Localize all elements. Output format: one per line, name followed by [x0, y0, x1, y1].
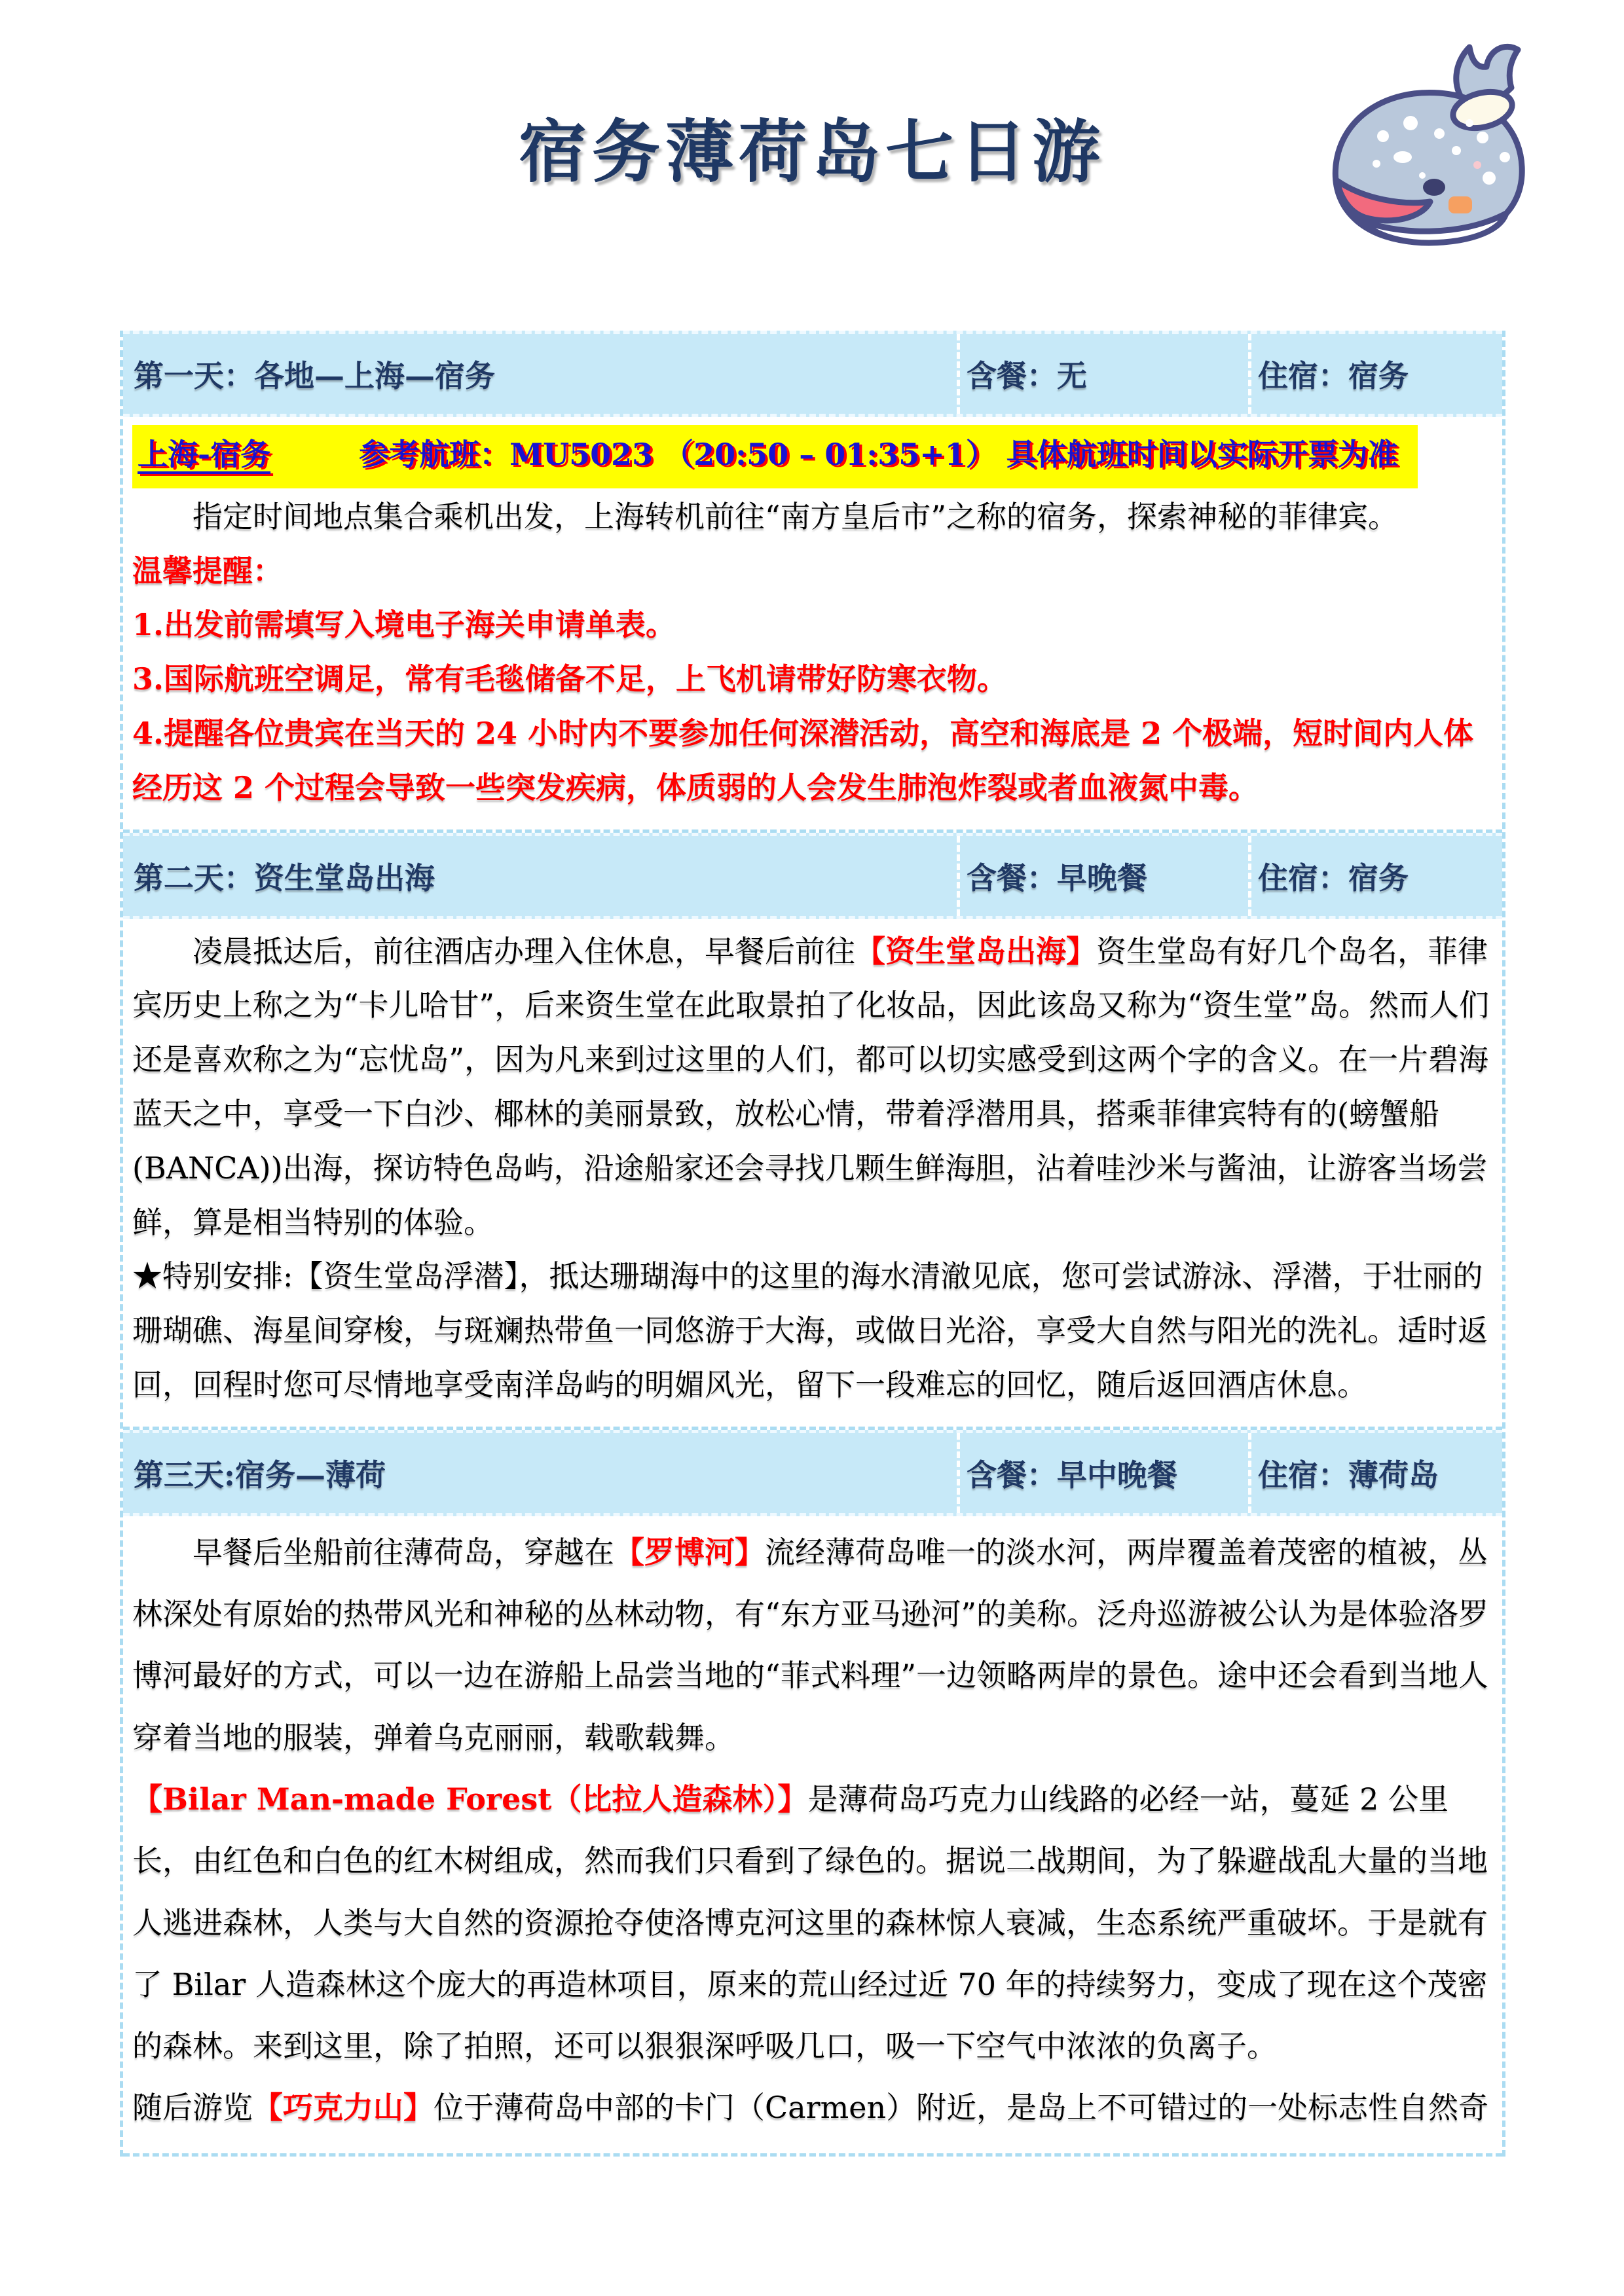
day3-stay: 住宿：薄荷岛	[1248, 1433, 1502, 1513]
day2-body	[123, 919, 1502, 1430]
special-arrangement-label: ★特别安排:【资生堂岛浮潜】	[132, 1258, 519, 1294]
day1-header-row	[123, 331, 1502, 417]
notice-title: 温馨提醒：	[132, 553, 283, 589]
itinerary-table	[120, 331, 1505, 2157]
chocolate-hills-highlight: 【巧克力山】	[253, 2090, 434, 2126]
bilar-forest-highlight: 【Bilar Man-made Forest（比拉人造森林）】	[132, 1781, 808, 1817]
day2-p1-post: 资生堂岛有好几个岛名，菲律宾历史上称之为“卡儿哈甘”，后来资生堂在此取景拍了化妆品，因此该岛又称为“资生堂”岛。然而人们还是喜欢称之为“忘忧岛”，因为凡来到过这里的人们，都可以切实感受到这两个字的含义。在一片碧海蓝天之中，享受一下白沙、椰林的美丽景致，放松心情，带着浮潜用具，搭乘菲律宾特有的(螃蟹船(BANCA))出海，探访特色岛屿，沿途船家还会寻找几颗生鲜海胆，沾着哇沙米与酱油，让游客当场尝鲜，算是相当特别的体验。	[132, 933, 1490, 1240]
day3-p1-pre: 早餐后坐船前往薄荷岛，穿越在	[193, 1534, 614, 1570]
day3-header-row	[123, 1430, 1502, 1516]
day3-meals: 含餐：早中晚餐	[957, 1433, 1248, 1513]
day3-p3-post: 位于薄荷岛中部的卡门（Carmen）附近，是岛上不可错过的一处标志性自然奇	[434, 2090, 1489, 2126]
day2-header-row	[123, 833, 1502, 919]
day3-paragraph-1	[132, 1522, 1492, 1768]
day1-body	[123, 417, 1502, 833]
loboc-river-highlight: 【罗博河】	[614, 1534, 765, 1570]
day1-stay: 住宿：宿务	[1248, 334, 1502, 414]
day3-body	[123, 1516, 1502, 2157]
day2-meals: 含餐：早晚餐	[957, 836, 1248, 916]
flight-highlight	[132, 425, 1418, 488]
shiseido-island-highlight: 【资生堂岛出海】	[855, 933, 1096, 969]
day2-paragraph-2	[132, 1249, 1492, 1412]
notice-item-4: 4.提醒各位贵宾在当天的 24 小时内不要参加任何深潜活动，高空和海底是 2 个极端，短时间内人体经历这 2 个过程会导致一些突发疾病，体质弱的人会发生肺泡炸裂或者血液氮中毒。	[132, 715, 1474, 805]
page-title: 宿务薄荷岛七日游	[518, 111, 1105, 192]
day1-intro-paragraph: 指定时间地点集合乘机出发，上海转机前往“南方皇后市”之称的宿务，探索神秘的菲律宾。	[193, 498, 1399, 534]
day1-title: 第一天：各地—上海—宿务	[134, 358, 495, 393]
day2-p1-pre: 凌晨抵达后，前往酒店办理入住休息，早餐后前往	[193, 933, 855, 969]
day1-meals: 含餐：无	[957, 334, 1248, 414]
day2-title: 第二天：资生堂岛出海	[134, 860, 435, 896]
day3-p1-post: 流经薄荷岛唯一的淡水河，两岸覆盖着茂密的植被，丛林深处有原始的热带风光和神秘的丛林动物，有“东方亚马逊河”的美称。泛舟巡游被公认为是体验洛罗博河最好的方式，可以一边在游船上品尝当地的“菲式料理”一边领略两岸的景色。途中还会看到当地人穿着当地的服装，弹着乌克丽丽，载歌载舞。	[132, 1534, 1489, 1755]
day2-p2-post: ，抵达珊瑚海中的这里的海水清澈见底，您可尝试游泳、浮潜，于壮丽的珊瑚礁、海星间穿梭，与斑斓热带鱼一同悠游于大海，或做日光浴，享受大自然与阳光的洗礼。适时返回，回程时您可尽情地享受南洋岛屿的明媚风光，留下一段难忘的回忆，随后返回酒店休息。	[132, 1258, 1488, 1402]
flight-info: 参考航班：MU5023 （20:50 – 01:35+1） 具体航班时间以实际开票为准	[359, 437, 1398, 472]
day2-paragraph-1	[132, 924, 1492, 1250]
day3-p2-post: 是薄荷岛巧克力山线路的必经一站，蔓延 2 公里长，由红色和白色的红木树组成，然而我们只看到了绿色的。据说二战期间，为了躲避战乱大量的当地人逃进森林，人类与大自然的资源抢夺使洛博克河这里的森林惊人衰减，生态系统严重破坏。于是就有了 Bilar 人造森林这个庞大的再造林项目，原来的荒山经过近 70 年的持续努力，变成了现在这个茂密的森林。来到这里，除了拍照，还可以狠狠深呼吸几口，吸一下空气中浓浓的负离子。	[132, 1781, 1488, 2064]
day3-paragraph-2	[132, 1768, 1492, 2077]
whale-shark-icon	[1318, 25, 1534, 247]
day3-paragraph-3	[132, 2077, 1492, 2138]
day2-stay: 住宿：宿务	[1248, 836, 1502, 916]
notice-item-3: 3.国际航班空调足，常有毛毯储备不足，上飞机请带好防寒衣物。	[132, 661, 1008, 697]
flight-banner	[132, 425, 1492, 488]
day3-title: 第三天:宿务—薄荷	[134, 1457, 386, 1493]
notice-item-1: 1.出发前需填写入境电子海关申请单表。	[132, 607, 676, 643]
flight-route: 上海-宿务	[138, 437, 271, 472]
day3-p3-pre: 随后游览	[132, 2090, 253, 2126]
